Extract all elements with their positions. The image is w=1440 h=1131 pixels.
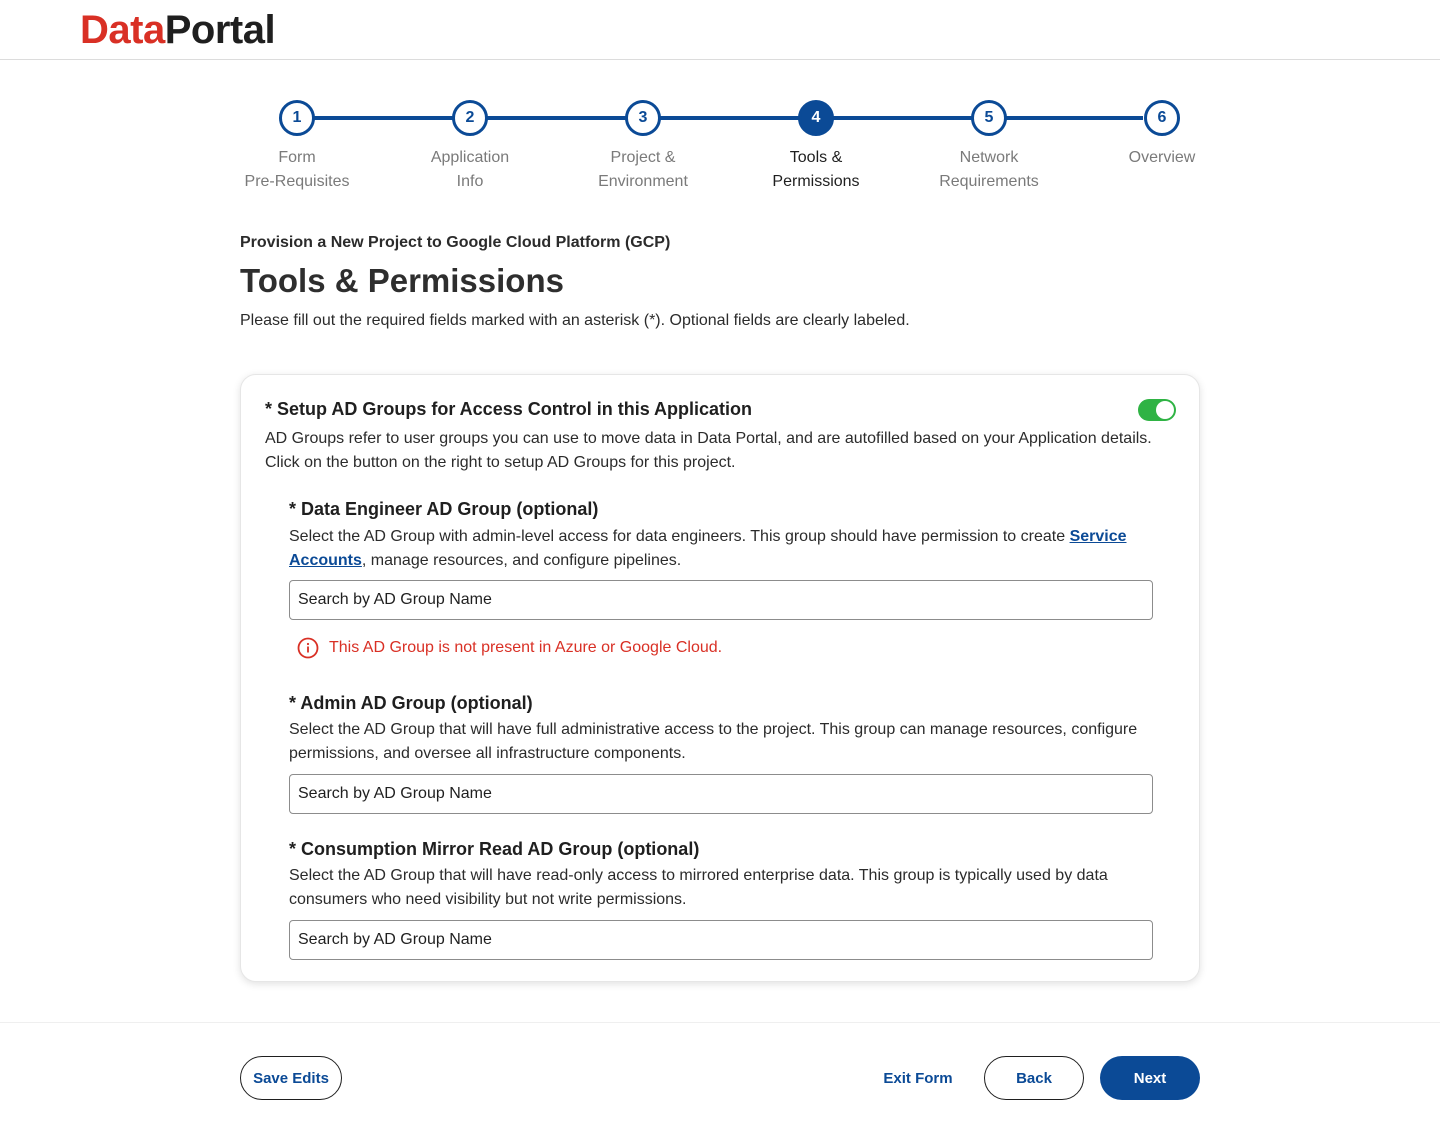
step-label	[1092, 146, 1232, 170]
toggle-knob	[1156, 401, 1174, 419]
data-engineer-search-input[interactable]	[289, 580, 1153, 620]
admin-field-title: * Admin AD Group (optional)	[289, 693, 533, 713]
step-2[interactable]	[400, 100, 540, 194]
step-label	[573, 146, 713, 194]
save-edits-button[interactable]: Save Edits	[240, 1056, 342, 1100]
step-label	[400, 146, 540, 194]
logo-text-portal: Portal	[164, 8, 276, 52]
step-5[interactable]	[919, 100, 1059, 194]
step-label-line: Requirements	[939, 173, 1039, 190]
page-title: Tools & Permissions	[240, 262, 564, 299]
back-button[interactable]: Back	[984, 1056, 1084, 1100]
dataportal-logo[interactable]	[80, 8, 275, 52]
card-title: * Setup AD Groups for Access Control in this Application	[265, 399, 753, 419]
step-circle: 3	[625, 100, 661, 136]
step-4[interactable]	[746, 100, 886, 194]
step-label-line: Info	[456, 173, 484, 190]
form-footer	[0, 1022, 1440, 1131]
error-info-icon	[297, 637, 319, 659]
step-label-line: Network	[959, 149, 1019, 166]
next-button[interactable]: Next	[1100, 1056, 1200, 1100]
step-circle: 6	[1144, 100, 1180, 136]
step-circle: 2	[452, 100, 488, 136]
card-description: AD Groups refer to user groups you can use to move data in Data Portal, and are autofilled based on your Application details. Click on the button on the right to setup AD Groups for this project.	[265, 430, 1152, 471]
ad-groups-card	[240, 374, 1200, 982]
page-instructions: Please fill out the required fields marked with an asterisk (*). Optional fields are clearly labeled.	[240, 312, 910, 329]
app-header	[0, 0, 1440, 60]
admin-search-input[interactable]	[289, 774, 1153, 814]
step-label-line: Form	[278, 149, 316, 166]
step-label	[919, 146, 1059, 194]
step-3[interactable]	[573, 100, 713, 194]
description-text: Select the AD Group with admin-level access for data engineers. This group should have permission to create	[289, 528, 1070, 545]
data-engineer-error	[297, 637, 722, 659]
step-label-line: Application	[430, 149, 510, 166]
step-label-line: Project &	[610, 149, 676, 166]
progress-stepper	[240, 100, 1200, 200]
step-label	[227, 146, 367, 194]
service-accounts-link[interactable]: Service Accounts	[289, 528, 1127, 569]
consumption-search-input[interactable]	[289, 920, 1153, 960]
step-label-line: Tools &	[789, 149, 843, 166]
step-label-line: Environment	[598, 173, 688, 190]
description-text: , manage resources, and configure pipelines.	[361, 552, 682, 569]
data-engineer-field-title: * Data Engineer AD Group (optional)	[289, 499, 599, 519]
step-6[interactable]	[1092, 100, 1232, 170]
step-circle: 5	[971, 100, 1007, 136]
step-1[interactable]	[227, 100, 367, 194]
logo-text-data: Data	[80, 8, 165, 52]
consumption-field-description: Select the AD Group that will have read-only access to mirrored enterprise data. This group is typically used by data consumers who need visibility but not write permissions.	[289, 867, 1108, 908]
step-circle-active: 4	[798, 100, 834, 136]
exit-form-button[interactable]: Exit Form	[868, 1056, 968, 1100]
step-label-line: Pre-Requisites	[244, 173, 350, 190]
admin-field-description: Select the AD Group that will have full administrative access to the project. This group can manage resources, configure permissions, and oversee all infrastructure components.	[289, 721, 1138, 762]
error-message: This AD Group is not present in Azure or Google Cloud.	[329, 639, 723, 656]
step-label-line: Permissions	[772, 173, 860, 190]
page-subtitle: Provision a New Project to Google Cloud Platform (GCP)	[240, 234, 671, 251]
step-label	[746, 146, 886, 194]
step-label-line: Overview	[1128, 149, 1196, 166]
step-circle: 1	[279, 100, 315, 136]
data-engineer-field-description	[289, 525, 1169, 573]
ad-groups-toggle[interactable]	[1138, 399, 1176, 421]
consumption-field-title: * Consumption Mirror Read AD Group (optional)	[289, 839, 700, 859]
